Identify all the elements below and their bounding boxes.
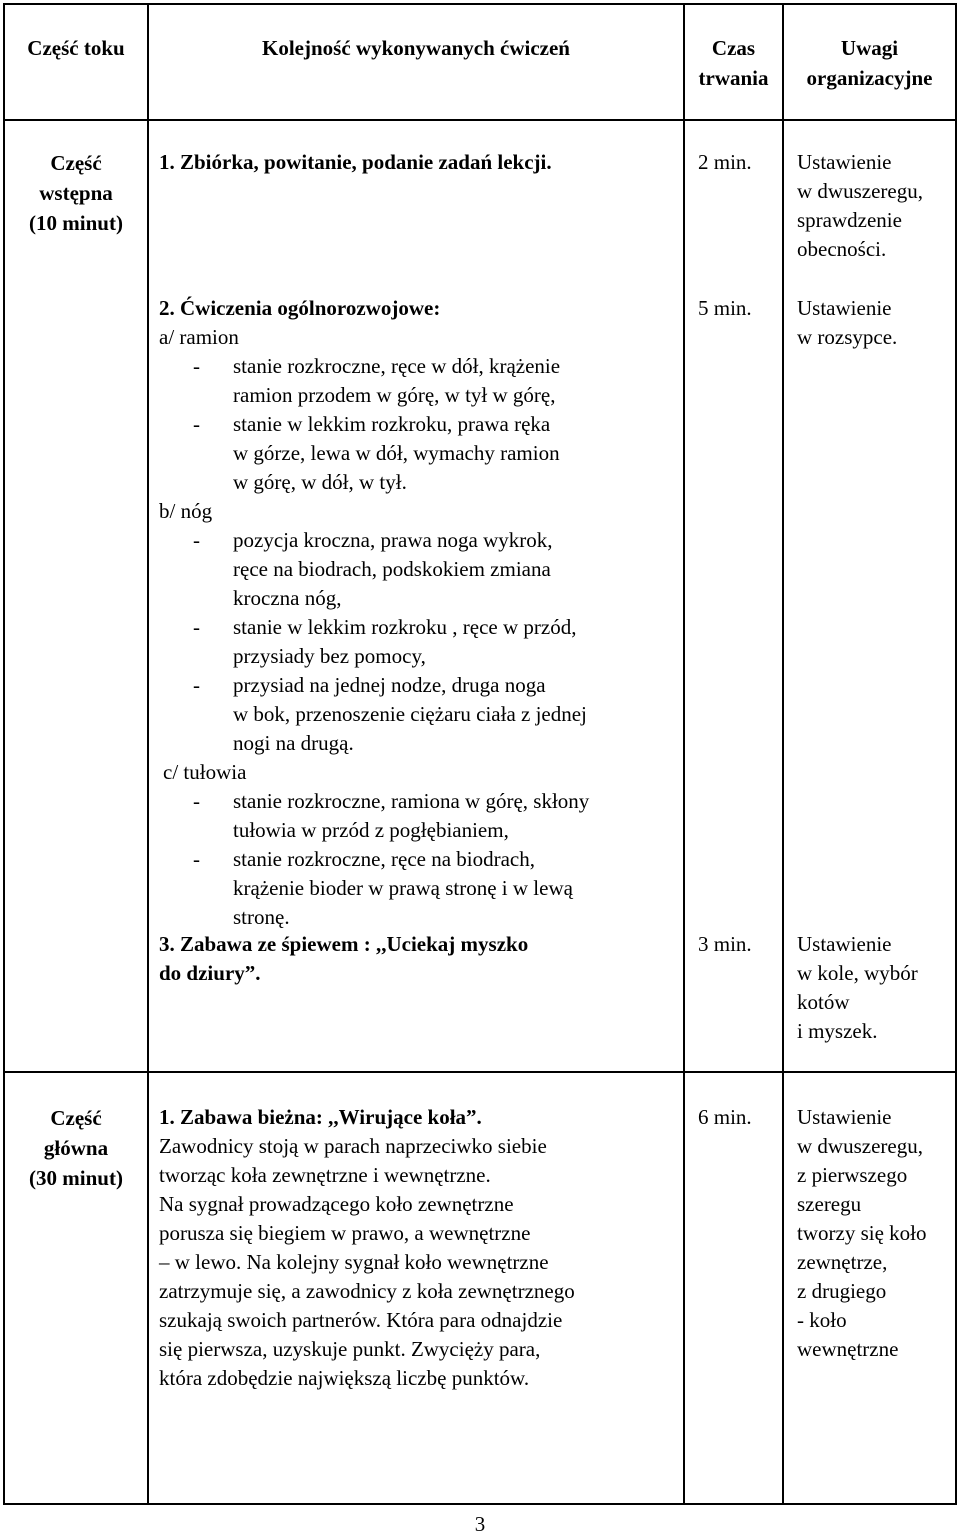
description-line: Zawodnicy stoją w parach naprzeciwko siebie: [159, 1134, 547, 1158]
exercise-3-notes: Ustawienie w kole, wybór kotów i myszek.: [797, 932, 918, 1043]
main-exercise-1-title: 1. Zabawa bieżna: ,,Wirujące koła”.: [159, 1105, 482, 1129]
description-line: porusza się biegiem w prawo, a wewnętrzne: [159, 1221, 531, 1245]
list-item-cont: ramion przodem w górę, w tył w górę,: [233, 383, 556, 407]
header-duration: Czas trwania: [698, 36, 769, 90]
description-line: która zdobędzie największą liczbę punktów.: [159, 1366, 530, 1390]
exercise-2-title: 2. Ćwiczenia ogólnorozwojowe:: [159, 296, 441, 320]
description-line: – w lewo. Na kolejny sygnał koło wewnętrzne: [159, 1250, 549, 1274]
list-item: - stanie rozkroczne, ręce w dół, krążenie: [193, 354, 561, 378]
part-intro: Część wstępna (10 minut): [29, 151, 123, 235]
exercise-3-time: 3 min.: [698, 932, 752, 956]
exercise-2-sub-b: b/ nóg: [159, 499, 213, 523]
list-item: - przysiad na jednej nodze, druga noga: [193, 673, 546, 697]
list-item-cont: w bok, przenoszenie ciężaru ciała z jednej: [233, 702, 587, 726]
column-divider-1: [147, 3, 149, 1505]
list-item-cont: tułowia w przód z pogłębianiem,: [233, 818, 509, 842]
main-exercise-1-time: 6 min.: [698, 1105, 752, 1129]
exercise-3-title: 3. Zabawa ze śpiewem : ,,Uciekaj myszko do dziury”.: [159, 932, 529, 985]
list-item: - stanie rozkroczne, ręce na biodrach,: [193, 847, 535, 871]
description-line: szukają swoich partnerów. Która para odnajdzie: [159, 1308, 563, 1332]
table-border-right: [955, 3, 957, 1505]
exercise-2-sub-a: a/ ramion: [159, 325, 239, 349]
list-item: - stanie w lekkim rozkroku , ręce w przód,: [193, 615, 577, 639]
part-main: Część główna (30 minut): [29, 1106, 123, 1190]
description-line: się pierwsza, uzyskuje punkt. Zwycięży para,: [159, 1337, 541, 1361]
column-divider-3: [782, 3, 784, 1505]
main-exercise-1-notes: Ustawienie w dwuszeregu, z pierwszego szeregu tworzy się koło zewnętrze, z drugiego - koło wewnętrzne: [797, 1105, 927, 1361]
list-item: - stanie w lekkim rozkroku, prawa ręka: [193, 412, 551, 436]
exercise-1-title: 1. Zbiórka, powitanie, podanie zadań lekcji.: [159, 150, 552, 174]
page-number: 3: [474, 1512, 486, 1536]
exercise-2-time: 5 min.: [698, 296, 752, 320]
description-line: zatrzymuje się, a zawodnicy z koła zewnętrznego: [159, 1279, 575, 1303]
list-item: - stanie rozkroczne, ramiona w górę, skłony: [193, 789, 590, 813]
list-item-cont: w górze, lewa w dół, wymachy ramion: [233, 441, 560, 465]
header-part: Część toku: [27, 36, 125, 60]
list-item-cont: nogi na drugą.: [233, 731, 354, 755]
list-item: - pozycja kroczna, prawa noga wykrok,: [193, 528, 553, 552]
list-item-cont: kroczna nóg,: [233, 586, 342, 610]
list-item-cont: w górę, w dół, w tył.: [233, 470, 407, 494]
description-line: tworząc koła zewnętrzne i wewnętrzne.: [159, 1163, 491, 1187]
list-item-cont: stronę.: [233, 905, 290, 929]
description-line: Na sygnał prowadzącego koło zewnętrzne: [159, 1192, 514, 1216]
exercise-1-time: 2 min.: [698, 150, 752, 174]
list-item-cont: krążenie bioder w prawą stronę i w lewą: [233, 876, 573, 900]
list-item-cont: przysiady bez pomocy,: [233, 644, 426, 668]
column-divider-2: [683, 3, 685, 1505]
exercise-1-notes: Ustawienie w dwuszeregu, sprawdzenie obecności.: [797, 150, 923, 261]
exercise-2-notes: Ustawienie w rozsypce.: [797, 296, 898, 349]
header-exercises: Kolejność wykonywanych ćwiczeń: [262, 36, 570, 60]
header-notes: Uwagi organizacyjne: [806, 36, 933, 90]
list-item-cont: ręce na biodrach, podskokiem zmiana: [233, 557, 551, 581]
exercise-2-sub-c: c/ tułowia: [163, 760, 247, 784]
main-exercise-1: [159, 1103, 575, 1393]
